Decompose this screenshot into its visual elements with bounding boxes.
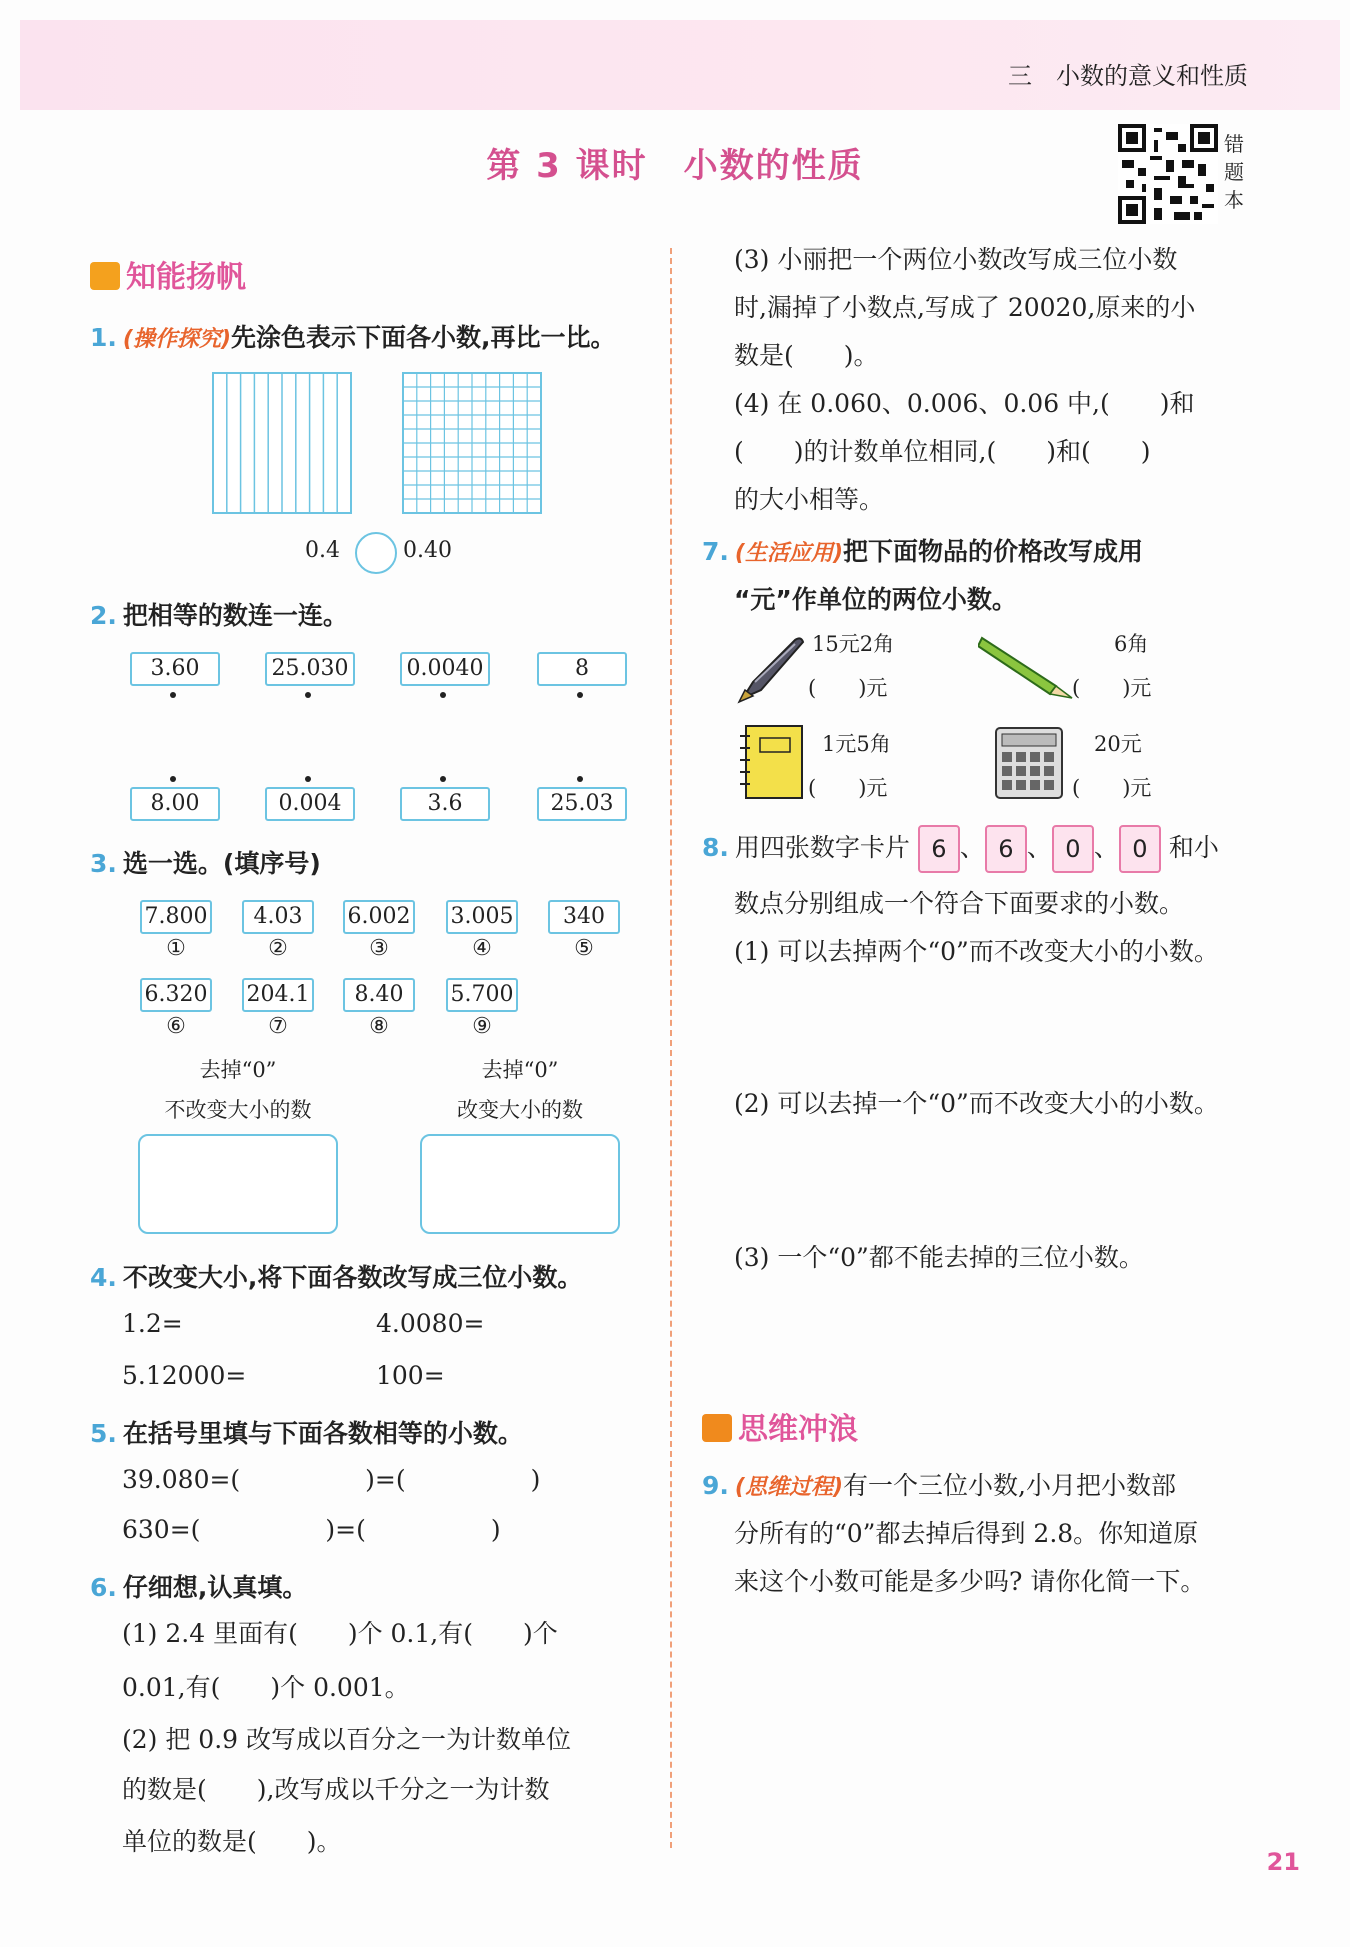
option-number: ⑨ [472,1014,492,1039]
answer-calculator[interactable]: ( )元 [1072,776,1152,800]
match-top-1[interactable]: 3.60 [130,652,220,686]
match-dot[interactable] [305,776,311,782]
chapter-title: 三 小数的意义和性质 [1008,62,1248,90]
price-notebook: 1元5角 [822,732,891,756]
match-top-2[interactable]: 25.030 [265,652,355,686]
match-dot[interactable] [440,776,446,782]
qr-label: 错题本 [1224,132,1244,212]
q6-p4b[interactable]: ( )的计数单位相同,( )和( ) [734,437,1151,466]
fountain-pen-icon [735,632,805,704]
option-number: ⑧ [369,1014,389,1039]
option-number: ⑤ [574,936,594,961]
match-top-3[interactable]: 0.0040 [400,652,490,686]
question-9-line2: 分所有的“0”都去掉后得到 2.8。你知道原 [734,1519,1199,1548]
q4-item-c[interactable]: 5.12000= [122,1361,247,1390]
q8-part-3: (3) 一个“0”都不能去掉的三位小数。 [734,1243,1144,1272]
q6-p4c: 的大小相等。 [734,485,885,514]
match-dot[interactable] [170,692,176,698]
bin-a-label: 去掉“0” 不改变大小的数 [164,1058,312,1122]
question-7: 7. (生活应用)把下面物品的价格改写成用 [702,537,1144,566]
option-box: 3.005 [446,900,518,934]
compare-circle[interactable] [355,532,397,574]
section-heading-2: 思维冲浪 [702,1404,858,1448]
answer-notebook[interactable]: ( )元 [808,776,888,800]
q6-p3c[interactable]: 数是( )。 [734,341,879,370]
option-box: 6.320 [140,978,212,1012]
lesson-title: 第 3 课时 小数的性质 [486,146,864,186]
wave-icon [702,1414,732,1442]
match-bottom-1[interactable]: 8.00 [130,787,220,821]
option-number: ⑥ [166,1014,186,1039]
digit-card[interactable]: 0 [1052,825,1094,873]
column-divider [670,248,672,1848]
q4-item-b[interactable]: 4.0080= [376,1309,485,1338]
q6-p4a[interactable]: (4) 在 0.060、0.006、0.06 中,( )和 [734,389,1195,418]
match-dot[interactable] [440,692,446,698]
price-pen: 15元2角 [812,632,895,656]
compare-left: 0.4 [305,538,340,563]
qr-code-icon[interactable] [1118,124,1218,224]
compare-right: 0.40 [403,538,452,563]
answer-box-changed[interactable] [420,1134,620,1234]
q8-part-2: (2) 可以去掉一个“0”而不改变大小的小数。 [734,1089,1219,1118]
match-dot[interactable] [577,776,583,782]
question-6: 6. 仔细想,认真填。 [90,1573,308,1602]
question-4: 4. 不改变大小,将下面各数改写成三位小数。 [90,1263,583,1292]
option-number: ③ [369,936,389,961]
option-box: 4.03 [242,900,314,934]
option-number: ④ [472,936,492,961]
option-box: 6.002 [343,900,415,934]
question-1: 1. (操作探究)先涂色表示下面各小数,再比一比。 [90,323,616,352]
q8-part-1: (1) 可以去掉两个“0”而不改变大小的小数。 [734,937,1219,966]
option-number: ⑦ [268,1014,288,1039]
q4-item-d[interactable]: 100= [376,1361,445,1390]
tenths-grid[interactable] [212,372,352,514]
question-2: 2. 把相等的数连一连。 [90,601,348,630]
question-9-line3: 来这个小数可能是多少吗? 请你化简一下。 [734,1567,1206,1596]
question-8-line2: 数点分别组成一个符合下面要求的小数。 [734,889,1185,918]
page-number: 21 [1266,1848,1300,1876]
option-box: 7.800 [140,900,212,934]
question-8: 8. 用四张数字卡片 6 、 6 、 0 、 0 和小 [702,822,1219,874]
match-dot[interactable] [577,692,583,698]
answer-pencil[interactable]: ( )元 [1072,676,1152,700]
section-heading-1: 知能扬帆 [90,252,246,296]
match-dot[interactable] [170,776,176,782]
digit-card[interactable]: 6 [985,825,1027,873]
q5-line-b[interactable]: 630=( )=( ) [122,1515,501,1544]
q6-p2b[interactable]: 的数是( ),改写成以千分之一为计数 [122,1775,550,1804]
q6-p2a: (2) 把 0.9 改写成以百分之一为计数单位 [122,1725,572,1754]
question-9: 9. (思维过程)有一个三位小数,小月把小数部 [702,1471,1176,1500]
q6-p3b: 时,漏掉了小数点,写成了 20020,原来的小 [734,293,1196,322]
match-bottom-3[interactable]: 3.6 [400,787,490,821]
match-bottom-2[interactable]: 0.004 [265,787,355,821]
sail-icon [90,262,120,290]
notebook-icon [736,722,806,802]
option-box: 8.40 [343,978,415,1012]
match-top-4[interactable]: 8 [537,652,627,686]
match-bottom-4[interactable]: 25.03 [537,787,627,821]
option-box: 5.700 [446,978,518,1012]
option-number: ① [166,936,186,961]
q6-p1a[interactable]: (1) 2.4 里面有( )个 0.1,有( )个 [122,1619,558,1648]
q5-line-a[interactable]: 39.080=( )=( ) [122,1465,541,1494]
q6-p3a: (3) 小丽把一个两位小数改写成三位小数 [734,245,1178,274]
question-7-line2: “元”作单位的两位小数。 [734,585,1017,614]
answer-pen[interactable]: ( )元 [808,676,888,700]
match-dot[interactable] [305,692,311,698]
q6-p2c[interactable]: 单位的数是( )。 [122,1827,342,1856]
price-calculator: 20元 [1094,732,1142,756]
answer-box-unchanged[interactable] [138,1134,338,1234]
q6-p1b[interactable]: 0.01,有( )个 0.001。 [122,1673,410,1702]
question-5: 5. 在括号里填与下面各数相等的小数。 [90,1419,523,1448]
option-box: 204.1 [242,978,314,1012]
bin-b-label: 去掉“0” 改变大小的数 [457,1058,583,1122]
digit-card[interactable]: 6 [918,825,960,873]
calculator-icon [994,726,1064,800]
price-pencil: 6角 [1114,632,1149,656]
question-3: 3. 选一选。(填序号) [90,849,321,878]
q4-item-a[interactable]: 1.2= [122,1309,183,1338]
option-number: ② [268,936,288,961]
digit-card[interactable]: 0 [1119,825,1161,873]
option-box: 340 [548,900,620,934]
pencil-icon [978,630,1074,700]
hundredths-grid[interactable] [402,372,542,514]
